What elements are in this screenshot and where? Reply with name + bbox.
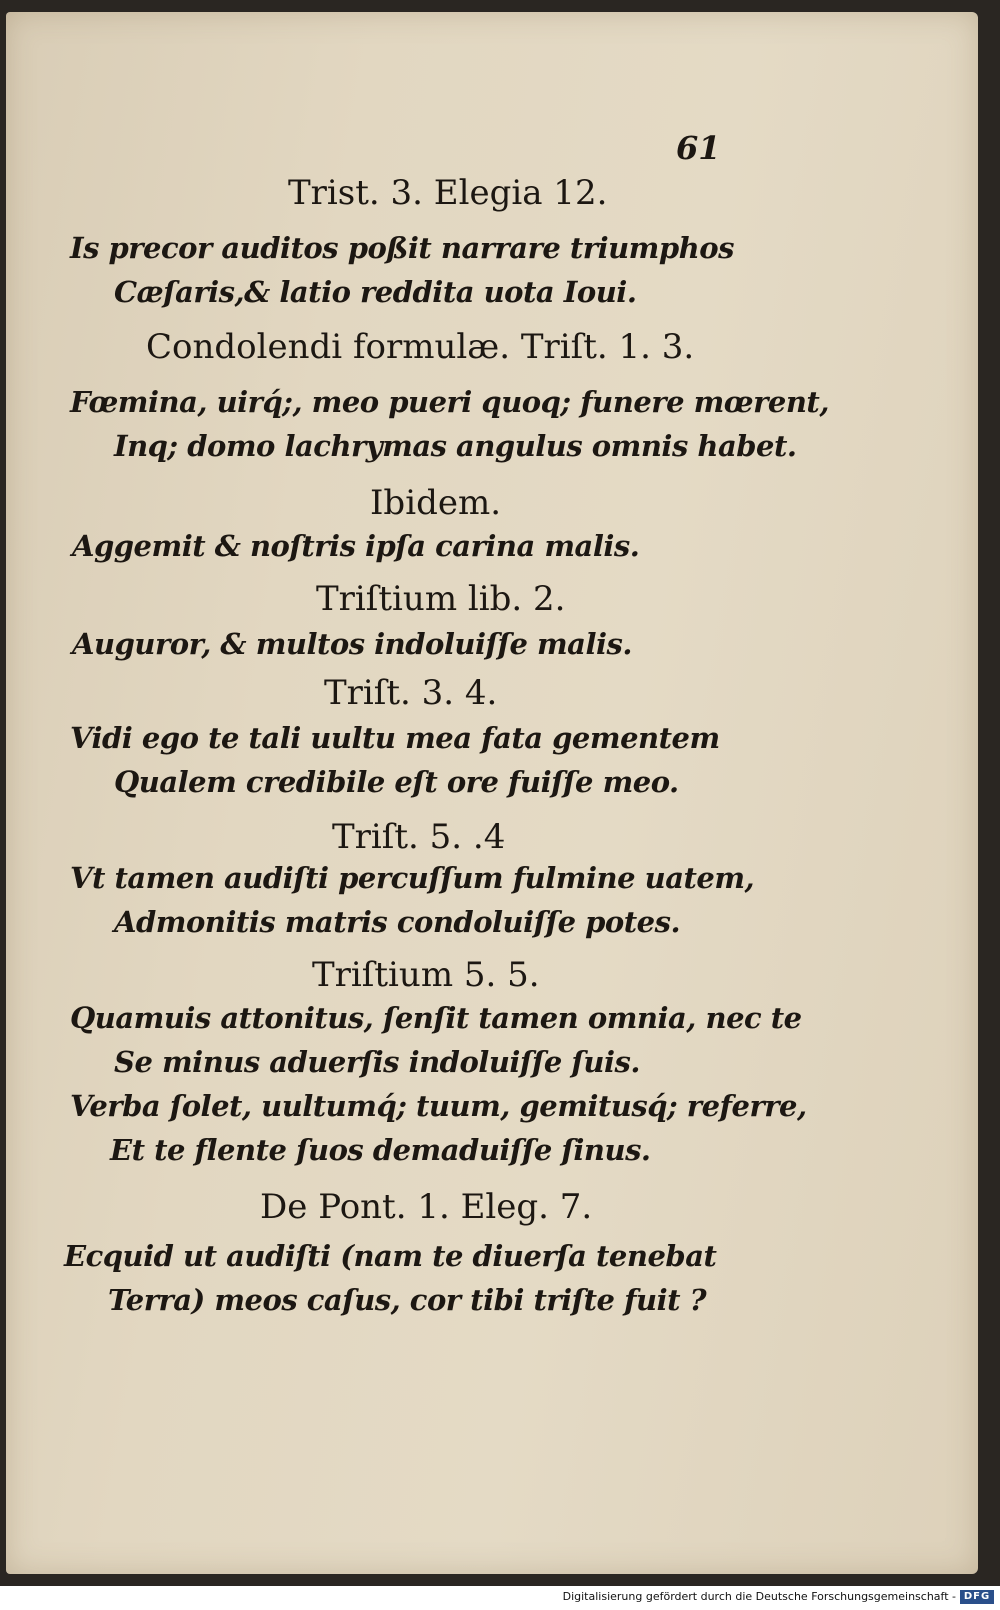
book-page <box>6 12 978 1574</box>
verse-line: Is precor auditos poßit narrare triumphos <box>70 231 734 265</box>
verse-line: Terra) meos caſus, cor tibi triſte fuit ? <box>108 1283 707 1317</box>
verse-line: Admonitis matris condoluiſſe potes. <box>114 905 681 939</box>
section-heading: Triſtium lib. 2. <box>316 579 566 619</box>
section-heading: Triſt. 3. 4. <box>324 673 498 713</box>
verse-line: Vidi ego te tali uultu mea fata gementem <box>70 721 720 755</box>
verse-line: Qualem credibile eſt ore fuiſſe meo. <box>114 765 679 799</box>
verse-line: Cæſaris,& latio reddita uota Ioui. <box>114 275 637 309</box>
verse-line: Fœmina, uirq́;, meo pueri quoq; funere mœrent, <box>70 385 829 419</box>
verse-line: Ecquid ut audiſti (nam te diuerſa tenebat <box>64 1239 717 1273</box>
section-heading: De Pont. 1. Eleg. 7. <box>260 1187 593 1227</box>
section-heading: Trist. 3. Elegia 12. <box>288 173 608 213</box>
verse-line: Verba ſolet, uultumq́; tuum, gemitusq́; referre, <box>70 1089 807 1123</box>
verse-line: Inq; domo lachrymas angulus omnis habet. <box>114 429 797 463</box>
verse-line: Auguror, & multos indoluiſſe malis. <box>72 627 632 661</box>
funding-credit: Digitalisierung gefördert durch die Deutsche Forschungsgemeinschaft - <box>562 1590 956 1603</box>
section-heading: Condolendi formulæ. Triſt. 1. 3. <box>146 327 695 367</box>
verse-line: Quamuis attonitus, ſenſit tamen omnia, nec te <box>70 1001 802 1035</box>
verse-line: Et te flente ſuos demaduiſſe ſinus. <box>110 1133 651 1167</box>
section-heading: Ibidem. <box>370 483 502 523</box>
dfg-logo: DFG <box>960 1590 994 1604</box>
verse-line: Vt tamen audiſti percuſſum fulmine uatem, <box>70 861 755 895</box>
verse-line: Se minus aduerſis indoluiſſe ſuis. <box>114 1045 640 1079</box>
page-number: 61 <box>676 129 721 167</box>
section-heading: Triſt. 5. .4 <box>332 817 506 857</box>
section-heading: Triſtium 5. 5. <box>312 955 540 995</box>
verse-line: Aggemit & noſtris ipſa carina malis. <box>72 529 640 563</box>
